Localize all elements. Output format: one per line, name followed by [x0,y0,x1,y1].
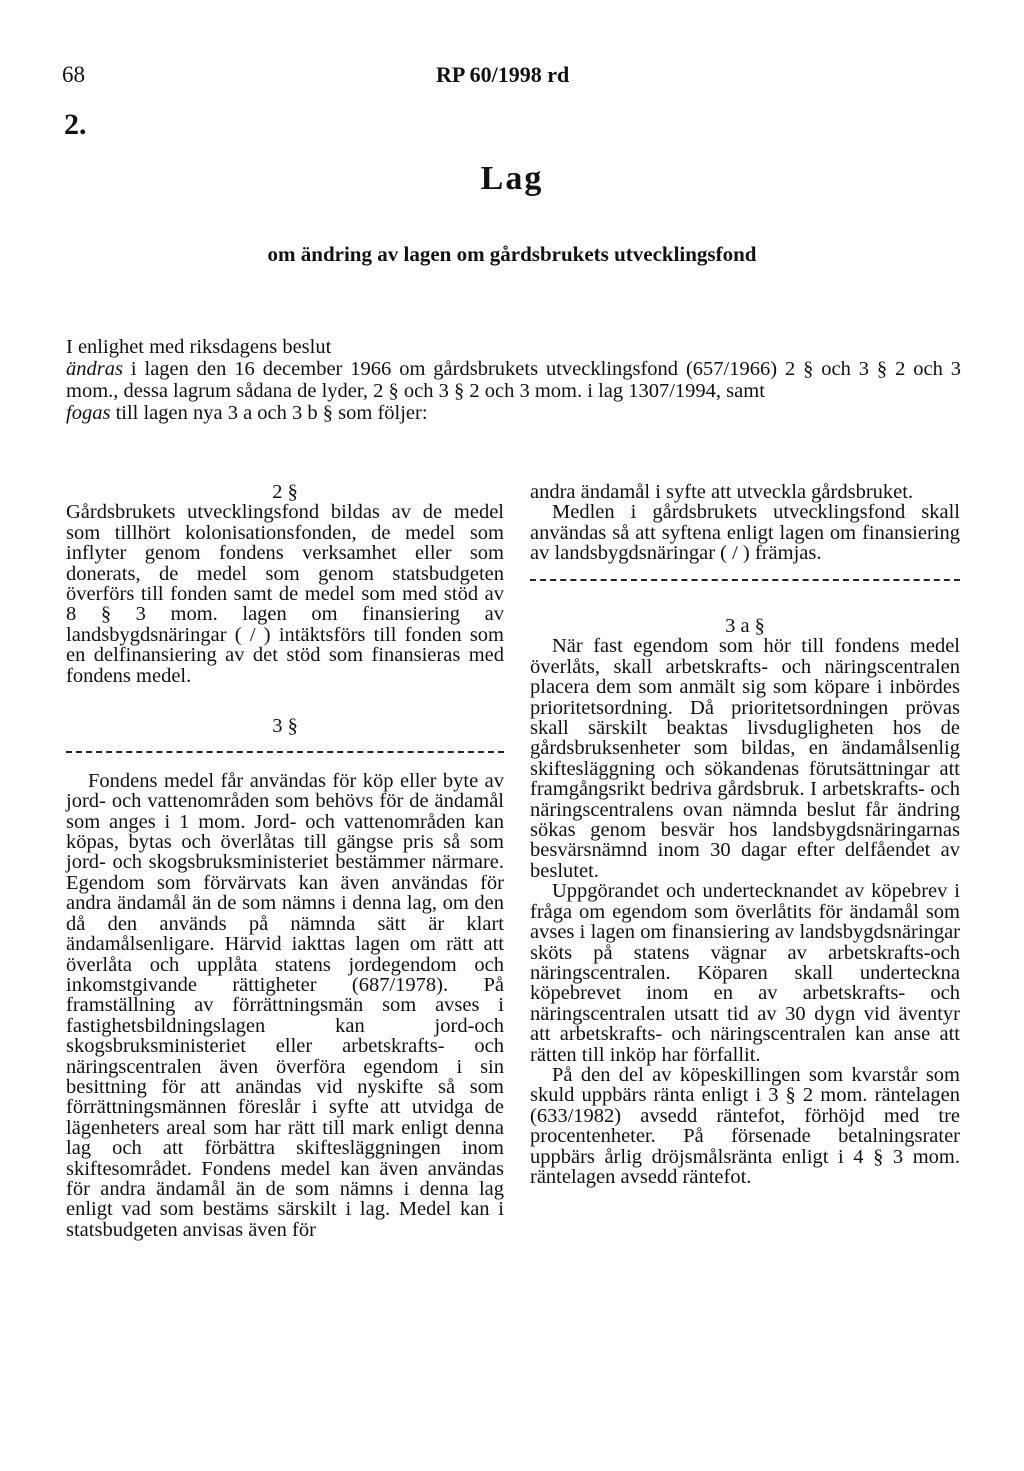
section-number: 2. [64,108,87,141]
left-column [66,482,504,1240]
omission-dashes [66,742,504,762]
section-2-text: Gårdsbrukets utvecklingsfond bildas av de medel som tillhört kolonisationsfonden, de medel som inflyter genom fondens verksamhet eller som donerats, de medel som genom statsbudgeten överförs till fonden samt de medel som med stöd av 8 § 3 mom. lagen om finansiering av landsbygdsnäringar ( / ) intäktsförs till fonden som en delfinansiering av det stöd som finansieras med fondens medel. [66,501,504,687]
amendment-clause [66,358,961,402]
section-3a-paragraph-2: Uppgörandet och undertecknandet av köpebrev i fråga om egendom som överlåtits för ändamål som avses i lagen om finansiering av landsbygdsnäringar sköts på statens vägnar av arbetskrafts-och näringscentralen. Köparen skall underteckna köpebrevet inom en av arbetskrafts- och näringscentralen utsatt tid av 30 dygn vid äventyr att arbetskrafts- och näringscentralen kan anse att rätten till inköp har förfallit. [530,880,960,1066]
law-title: Lag [480,160,544,197]
addition-clause [66,402,961,424]
section-3-part2: Medlen i gårdsbrukets utvecklingsfond skall användas så att syftena enligt lagen om finansiering av landsbygdsnäringar ( / ) främjas. [530,501,960,565]
amendment-text: i lagen den 16 december 1966 om gårdsbrukets utvecklingsfond (657/1966) 2 § och 3 § 2 och 3 mom., dessa lagrum sådana de lyder, 2 § och 3 § 2 och 3 mom. i lag 1307/1994, samt [66,358,962,402]
running-head: RP 60/1998 rd [436,62,570,87]
intro-line: I enlighet med riksdagens beslut [66,336,332,358]
section-3a-paragraph-1: När fast egendom som hör till fondens medel överlåts, skall arbetskrafts- och näringscentralen placera dem som anmält sig som köpare i inbördes prioritetsordning. Då prioritetsordningen prövas skall särskilt beaktas livsdugligheten hos de gårdsbruksenheter som bildas, en ändamålsenlig skiftesläggning och sökandenas förutsättningar att framgångsrikt bedriva gårdsbruk. I arbetskrafts- och näringscentralens ovan nämnda beslut får ändring sökas genom besvär hos landsbygdsnäringarnas besvärsnämnd inom 30 dagar efter delfåendet av beslutet. [530,635,960,882]
fogas-word: fogas [66,402,111,424]
section-3-continuation: andra ändamål i syfte att utveckla gårdsbruket. [530,481,914,503]
section-3-heading: 3 § [272,715,298,738]
law-subtitle: om ändring av lagen om gårdsbrukets utvecklingsfond [267,242,757,266]
section-2-heading: 2 § [272,481,298,503]
page-number: 68 [62,62,85,87]
section-3a-heading: 3 a § [725,615,765,638]
addition-text: till lagen nya 3 a och 3 b § som följer: [115,402,428,424]
section-3a-paragraph-3: På den del av köpeskillingen som kvarstår som skuld uppbärs ränta enligt i 3 § 2 mom. räntelagen (633/1982) avsedd räntefot, förhöjd med tre procentenheter. På försenade betalningsrater uppbärs årlig dröjsmålsränta enligt i 4 § 3 mom. räntelagen avsedd räntefot. [530,1063,960,1188]
omission-dashes-right [530,570,960,590]
enactment-clause [66,336,961,424]
section-3-text: Fondens medel får användas för köp eller byte av jord- och vattenområden som behövs för de ändamål som anges i 1 mom. Jord- och vattenområden kan köpas, bytas och överlåtas till gängse pris så som jord- och skogsbruksministeriet bestämmer närmare. Egendom som förvärvats kan även användas för andra ändamål än de som nämns i denna lag, om den då den används på nämnda sätt är klart ändamålsenligare. Härvid iakttas lagen om rätt att överlåta och upplåta statens jordegendom och inkomstgivande rättigheter (687/1978). På framställning av förrättningsmän som avses i fastighetsbildningslagen kan jord-och skogsbruksministeriet eller arbetskrafts- och näringscentralen även överföra egendom i sin besittning för att anändas vid nyskifte så som förrättningsmännen föreslår i syfte att utvidga de lägenheters areal som har rätt till mark enligt denna lag och att förbättra skiftesläggningen inom skiftesområdet. Fondens medel kan även användas för andra ändamål än de som nämns i denna lag enligt vad som bestäms särskilt i lag. Medel kan i statsbudgeten anvisas även för [66,769,504,1241]
andras-word: ändras [66,358,123,380]
right-column [530,482,960,1187]
